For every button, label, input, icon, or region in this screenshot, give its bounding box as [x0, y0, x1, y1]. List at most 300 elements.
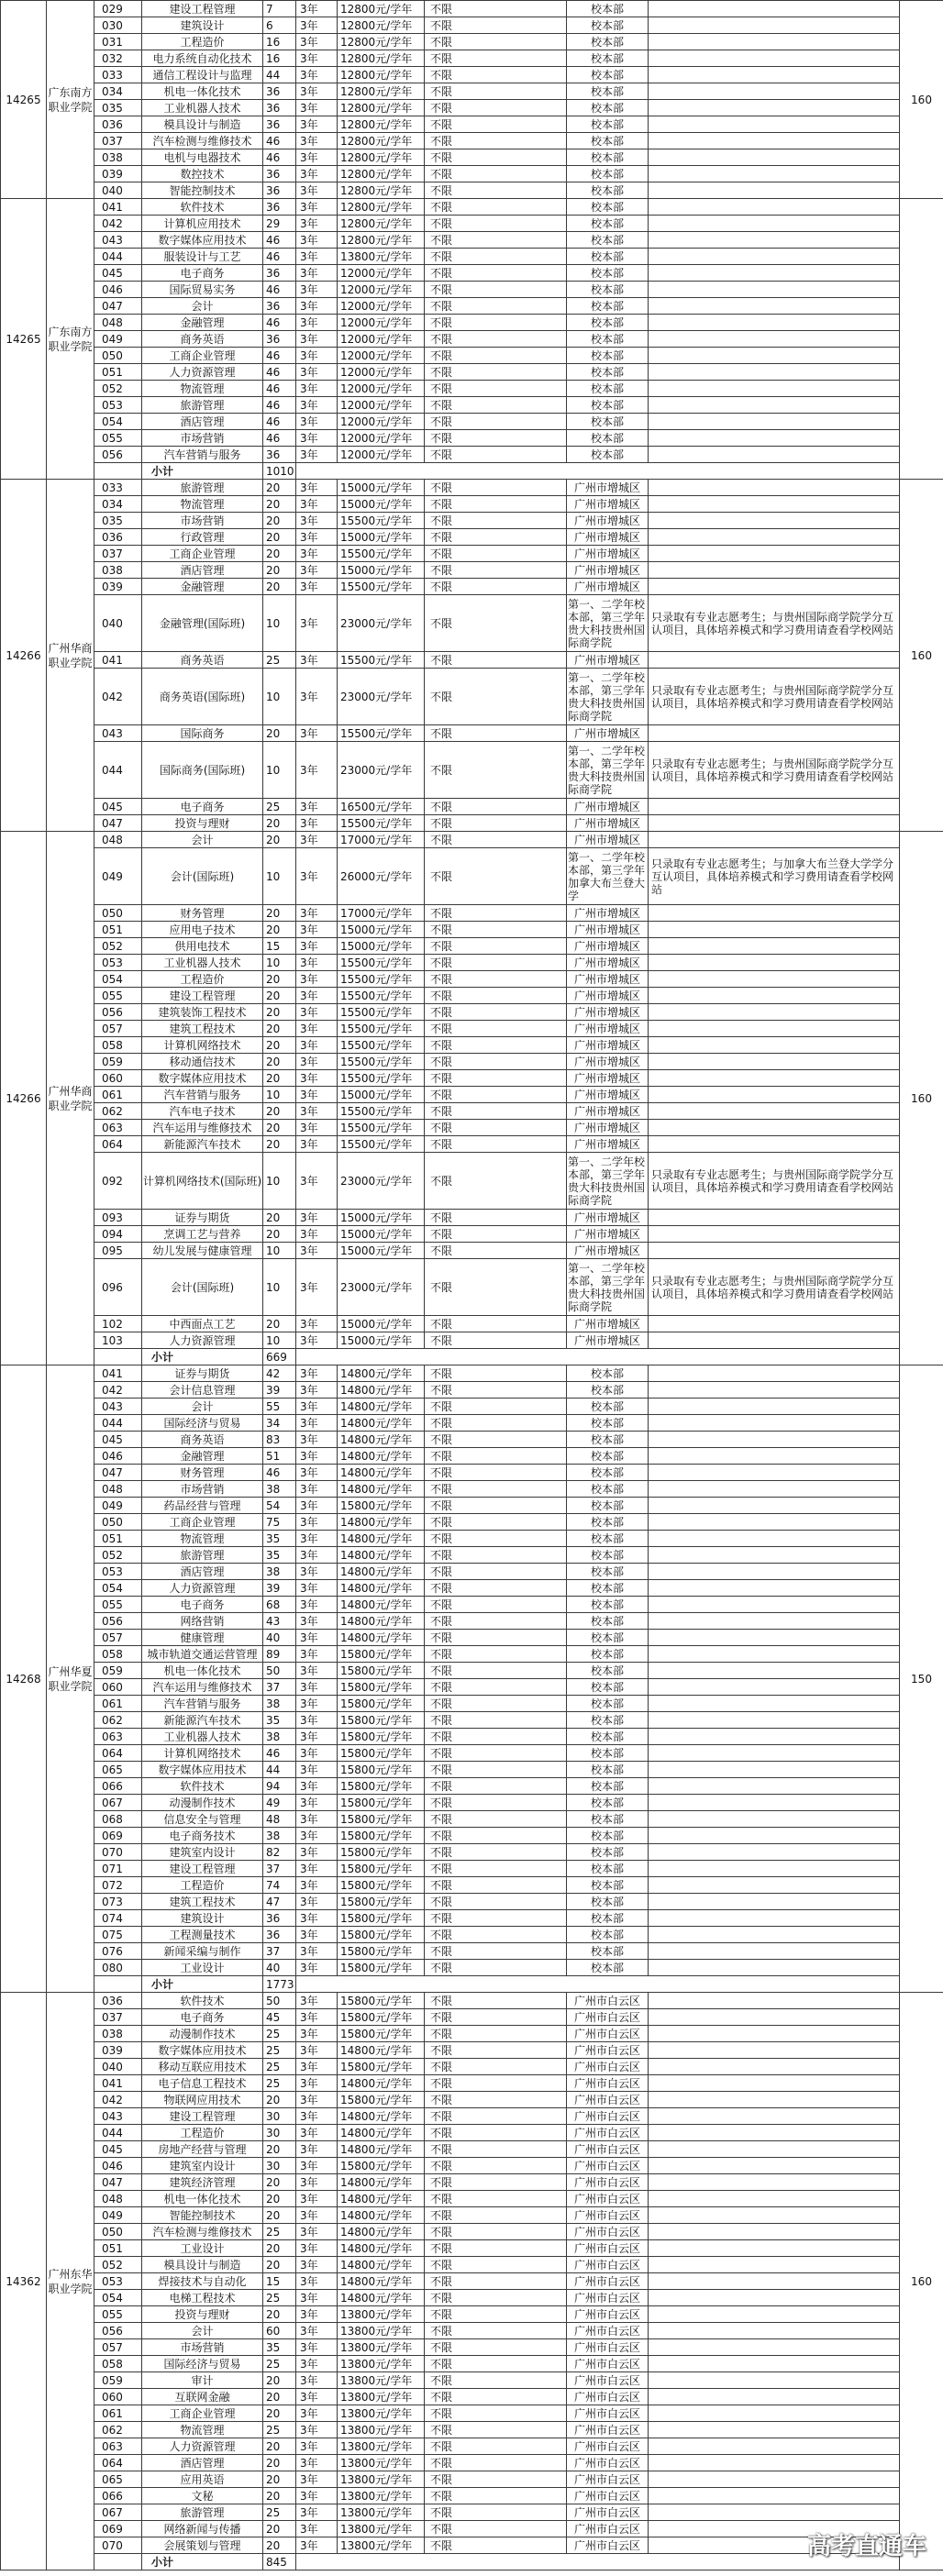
- restriction: 不限: [425, 1646, 567, 1663]
- major-name: 汽车营销与服务: [142, 1696, 263, 1712]
- admission-score: 160: [900, 1, 943, 199]
- remarks: [649, 1054, 900, 1070]
- restriction: 不限: [425, 1382, 567, 1399]
- tuition: 12000元/学年: [338, 414, 425, 430]
- watermark: 高考直通车: [806, 2533, 926, 2560]
- table-row: [1, 2372, 943, 2389]
- major-name: 建筑经济管理: [142, 2174, 263, 2191]
- restriction: 不限: [425, 480, 567, 496]
- tuition: 12800元/学年: [338, 182, 425, 199]
- table-row: [1, 1795, 943, 1811]
- major-name: 市场营销: [142, 513, 263, 529]
- restriction: 不限: [425, 1021, 567, 1037]
- tuition: 14800元/学年: [338, 2191, 425, 2207]
- plan-count: 46: [263, 397, 296, 414]
- major-name: 移动互联应用技术: [142, 2059, 263, 2075]
- major-name: 电子商务: [142, 1597, 263, 1613]
- subtotal-count: 845: [263, 2554, 296, 2570]
- restriction: 不限: [425, 50, 567, 67]
- table-row: [1, 480, 943, 496]
- table-row: [1, 1564, 943, 1580]
- study-years: 3年: [296, 546, 338, 562]
- remarks: [649, 447, 900, 463]
- remarks: [649, 1795, 900, 1811]
- campus-location: 校本部: [567, 282, 649, 298]
- plan-count: 89: [263, 1646, 296, 1663]
- campus-location: 校本部: [567, 216, 649, 232]
- major-name: 财务管理: [142, 1465, 263, 1481]
- table-row: [1, 799, 943, 815]
- table-row: [1, 2158, 943, 2174]
- tuition: 12000元/学年: [338, 381, 425, 397]
- plan-count: 10: [263, 742, 296, 799]
- table-row: [1, 2191, 943, 2207]
- study-years: 3年: [296, 2224, 338, 2240]
- table-row: [1, 1712, 943, 1729]
- restriction: 不限: [425, 2108, 567, 2125]
- campus-location: 校本部: [567, 50, 649, 67]
- major-name: 模具设计与制造: [142, 116, 263, 133]
- major-name: 工程造价: [142, 1877, 263, 1894]
- campus-location: 广州市增城区: [567, 1070, 649, 1087]
- study-years: 3年: [296, 2141, 338, 2158]
- major-code: 062: [94, 1712, 142, 1729]
- major-name: 国际商务: [142, 725, 263, 742]
- major-name: 通信工程设计与监理: [142, 67, 263, 83]
- major-code: 036: [94, 1993, 142, 2009]
- campus-location: 广州市增城区: [567, 955, 649, 971]
- study-years: 3年: [296, 2356, 338, 2372]
- major-name: 商务英语: [142, 652, 263, 669]
- restriction: 不限: [425, 496, 567, 513]
- plan-count: 38: [263, 1729, 296, 1745]
- major-name: 会计: [142, 2323, 263, 2339]
- table-row: [1, 397, 943, 414]
- major-name: 酒店管理: [142, 562, 263, 579]
- restriction: 不限: [425, 2158, 567, 2174]
- tuition: 12800元/学年: [338, 199, 425, 216]
- school-code: 14266: [1, 480, 47, 832]
- study-years: 3年: [296, 579, 338, 595]
- tuition: 14800元/学年: [338, 2224, 425, 2240]
- major-name: 建设工程管理: [142, 1, 263, 17]
- tuition: 14800元/学年: [338, 1432, 425, 1448]
- study-years: 3年: [296, 1943, 338, 1960]
- restriction: 不限: [425, 595, 567, 652]
- major-code: 061: [94, 2405, 142, 2422]
- remarks: [649, 2257, 900, 2273]
- restriction: 不限: [425, 1332, 567, 1349]
- major-code: 056: [94, 1004, 142, 1021]
- plan-count: 36: [263, 182, 296, 199]
- study-years: 3年: [296, 1630, 338, 1646]
- major-name: 商务英语: [142, 331, 263, 348]
- study-years: 3年: [296, 1910, 338, 1927]
- study-years: 3年: [296, 2125, 338, 2141]
- plan-count: 15: [263, 2273, 296, 2290]
- remarks: [649, 1210, 900, 1226]
- plan-count: 36: [263, 83, 296, 100]
- study-years: 3年: [296, 149, 338, 166]
- school-code: 14265: [1, 199, 47, 480]
- restriction: 不限: [425, 1210, 567, 1226]
- major-code: 033: [94, 480, 142, 496]
- tuition: 15500元/学年: [338, 1103, 425, 1120]
- plan-count: 10: [263, 1259, 296, 1316]
- remarks: [649, 2488, 900, 2504]
- plan-count: 54: [263, 1498, 296, 1514]
- major-code: 044: [94, 2125, 142, 2141]
- major-code: 032: [94, 50, 142, 67]
- study-years: 3年: [296, 116, 338, 133]
- remarks: [649, 1778, 900, 1795]
- campus-location: 校本部: [567, 1795, 649, 1811]
- restriction: 不限: [425, 2092, 567, 2108]
- table-row: [1, 2521, 943, 2537]
- study-years: 3年: [296, 1120, 338, 1136]
- plan-count: 20: [263, 2372, 296, 2389]
- campus-location: 校本部: [567, 1696, 649, 1712]
- restriction: 不限: [425, 1004, 567, 1021]
- restriction: 不限: [425, 1498, 567, 1514]
- remarks: [649, 2389, 900, 2405]
- campus-location: 广州市增城区: [567, 579, 649, 595]
- campus-location: 广州市增城区: [567, 938, 649, 955]
- table-row: [1, 2042, 943, 2059]
- study-years: 3年: [296, 1580, 338, 1597]
- campus-location: 广州市白云区: [567, 2372, 649, 2389]
- restriction: 不限: [425, 2471, 567, 2488]
- remarks: [649, 232, 900, 249]
- major-name: 电子商务技术: [142, 1828, 263, 1844]
- major-code: 072: [94, 1877, 142, 1894]
- campus-location: 校本部: [567, 1894, 649, 1910]
- study-years: 3年: [296, 100, 338, 116]
- campus-location: 校本部: [567, 1382, 649, 1399]
- major-name: 信息安全与管理: [142, 1811, 263, 1828]
- tuition: 12800元/学年: [338, 67, 425, 83]
- admission-score: 150: [900, 1365, 943, 1993]
- restriction: 不限: [425, 922, 567, 938]
- major-name: 汽车营销与服务: [142, 1087, 263, 1103]
- remarks: [649, 1877, 900, 1894]
- table-row: [1, 2141, 943, 2158]
- campus-location: 广州市白云区: [567, 2257, 649, 2273]
- restriction: 不限: [425, 1927, 567, 1943]
- major-code: 061: [94, 1087, 142, 1103]
- restriction: 不限: [425, 67, 567, 83]
- campus-location: 校本部: [567, 331, 649, 348]
- subtotal-label: 小计: [142, 1976, 263, 1993]
- remarks: [649, 50, 900, 67]
- plan-count: 46: [263, 1465, 296, 1481]
- major-name: 市场营销: [142, 1481, 263, 1498]
- major-code: 053: [94, 1564, 142, 1580]
- table-row: [1, 2438, 943, 2455]
- table-row: [1, 2488, 943, 2504]
- campus-location: 广州市增城区: [567, 1332, 649, 1349]
- table-row: [1, 1332, 943, 1349]
- campus-location: 校本部: [567, 348, 649, 364]
- table-row: [1, 364, 943, 381]
- remarks: 只录取有专业志愿考生；与贵州国际商学院学分互认项目，具体培养模式和学习费用请查看学校网站: [649, 595, 900, 652]
- study-years: 3年: [296, 1547, 338, 1564]
- remarks: [649, 1943, 900, 1960]
- campus-location: 广州市增城区: [567, 799, 649, 815]
- study-years: 3年: [296, 331, 338, 348]
- major-code: 044: [94, 742, 142, 799]
- tuition: 15000元/学年: [338, 938, 425, 955]
- campus-location: 校本部: [567, 34, 649, 50]
- major-code: 048: [94, 1481, 142, 1498]
- major-code: 046: [94, 2158, 142, 2174]
- remarks: [649, 2471, 900, 2488]
- study-years: 3年: [296, 2075, 338, 2092]
- study-years: 3年: [296, 1021, 338, 1037]
- remarks: [649, 315, 900, 331]
- remarks: [649, 1729, 900, 1745]
- tuition: 15800元/学年: [338, 1795, 425, 1811]
- table-row: [1, 1943, 943, 1960]
- major-name: 网络新闻与传播: [142, 2521, 263, 2537]
- major-code: 045: [94, 799, 142, 815]
- restriction: 不限: [425, 1243, 567, 1259]
- campus-location: 校本部: [567, 447, 649, 463]
- restriction: 不限: [425, 447, 567, 463]
- study-years: 3年: [296, 1712, 338, 1729]
- study-years: 3年: [296, 34, 338, 50]
- study-years: 3年: [296, 364, 338, 381]
- study-years: 3年: [296, 2537, 338, 2554]
- campus-location: 广州市增城区: [567, 905, 649, 922]
- plan-count: 25: [263, 799, 296, 815]
- plan-count: 36: [263, 116, 296, 133]
- major-name: 计算机网络技术: [142, 1037, 263, 1054]
- restriction: 不限: [425, 1943, 567, 1960]
- study-years: 3年: [296, 1795, 338, 1811]
- tuition: 15500元/学年: [338, 1070, 425, 1087]
- major-code: 055: [94, 1597, 142, 1613]
- restriction: 不限: [425, 1679, 567, 1696]
- restriction: 不限: [425, 1960, 567, 1976]
- plan-count: 50: [263, 1993, 296, 2009]
- plan-count: 46: [263, 133, 296, 149]
- major-code: 044: [94, 1415, 142, 1432]
- study-years: 3年: [296, 83, 338, 100]
- tuition: 14800元/学年: [338, 2125, 425, 2141]
- major-name: 国际商务(国际班): [142, 742, 263, 799]
- tuition: 15800元/学年: [338, 2059, 425, 2075]
- major-name: 物联网应用技术: [142, 2092, 263, 2108]
- table-row: [1, 1960, 943, 1976]
- major-code: 093: [94, 1210, 142, 1226]
- remarks: [649, 1613, 900, 1630]
- plan-count: 10: [263, 1243, 296, 1259]
- restriction: 不限: [425, 2290, 567, 2306]
- major-name: 工商企业管理: [142, 2405, 263, 2422]
- major-code: 047: [94, 2174, 142, 2191]
- plan-count: 20: [263, 971, 296, 988]
- campus-location: 广州市白云区: [567, 2290, 649, 2306]
- remarks: [649, 1136, 900, 1153]
- restriction: 不限: [425, 669, 567, 725]
- plan-count: 20: [263, 2389, 296, 2405]
- major-code: 059: [94, 2372, 142, 2389]
- major-code: 039: [94, 2042, 142, 2059]
- plan-count: 10: [263, 848, 296, 905]
- remarks: [649, 430, 900, 447]
- table-row: [1, 1910, 943, 1927]
- school-code: 14266: [1, 832, 47, 1365]
- table-row: [1, 832, 943, 848]
- table-row: [1, 34, 943, 50]
- study-years: 3年: [296, 1136, 338, 1153]
- tuition: 15500元/学年: [338, 815, 425, 832]
- major-name: 国际贸易实务: [142, 282, 263, 298]
- campus-location: 校本部: [567, 116, 649, 133]
- remarks: [649, 1243, 900, 1259]
- tuition: 15800元/学年: [338, 1844, 425, 1861]
- table-row: [1, 414, 943, 430]
- tuition: 26000元/学年: [338, 848, 425, 905]
- campus-location: 广州市增城区: [567, 1054, 649, 1070]
- remarks: [649, 971, 900, 988]
- campus-location: 校本部: [567, 315, 649, 331]
- restriction: 不限: [425, 2026, 567, 2042]
- remarks: [649, 2422, 900, 2438]
- table-row: [1, 1120, 943, 1136]
- tuition: 13800元/学年: [338, 2438, 425, 2455]
- table-row: [1, 2537, 943, 2554]
- remarks: [649, 1696, 900, 1712]
- plan-count: 46: [263, 430, 296, 447]
- plan-count: 20: [263, 905, 296, 922]
- study-years: 3年: [296, 166, 338, 182]
- major-name: 建设工程管理: [142, 988, 263, 1004]
- table-row: [1, 381, 943, 397]
- campus-location: 校本部: [567, 1448, 649, 1465]
- major-code: 055: [94, 988, 142, 1004]
- study-years: 3年: [296, 562, 338, 579]
- study-years: 3年: [296, 529, 338, 546]
- restriction: 不限: [425, 2356, 567, 2372]
- table-row: [1, 669, 943, 725]
- remarks: [649, 562, 900, 579]
- major-code: 054: [94, 971, 142, 988]
- campus-location: 广州市白云区: [567, 2075, 649, 2092]
- major-code: 076: [94, 1943, 142, 1960]
- major-code: 050: [94, 2224, 142, 2240]
- table-row: [1, 2356, 943, 2372]
- remarks: [649, 249, 900, 265]
- study-years: 3年: [296, 2174, 338, 2191]
- remarks: [649, 2273, 900, 2290]
- study-years: 3年: [296, 50, 338, 67]
- major-name: 商务英语(国际班): [142, 669, 263, 725]
- major-name: 工商企业管理: [142, 546, 263, 562]
- study-years: 3年: [296, 414, 338, 430]
- remarks: [649, 1382, 900, 1399]
- major-name: 数字媒体应用技术: [142, 2042, 263, 2059]
- study-years: 3年: [296, 2273, 338, 2290]
- restriction: 不限: [425, 2174, 567, 2191]
- campus-location: 第一、二学年校本部，第三学年贵大科技贵州国际商学院: [567, 1259, 649, 1316]
- restriction: 不限: [425, 1564, 567, 1580]
- table-row: [1, 2026, 943, 2042]
- tuition: 15000元/学年: [338, 529, 425, 546]
- plan-count: 47: [263, 1894, 296, 1910]
- table-row: [1, 955, 943, 971]
- table-row: [1, 529, 943, 546]
- major-code: 037: [94, 133, 142, 149]
- major-name: 人力资源管理: [142, 1332, 263, 1349]
- plan-count: 25: [263, 2224, 296, 2240]
- restriction: 不限: [425, 1910, 567, 1927]
- study-years: 3年: [296, 2092, 338, 2108]
- tuition: 15000元/学年: [338, 1316, 425, 1332]
- campus-location: 校本部: [567, 17, 649, 34]
- restriction: 不限: [425, 348, 567, 364]
- table-row: [1, 595, 943, 652]
- plan-count: 16: [263, 34, 296, 50]
- table-row: [1, 1828, 943, 1844]
- study-years: 3年: [296, 381, 338, 397]
- study-years: 3年: [296, 1745, 338, 1762]
- table-row: [1, 331, 943, 348]
- remarks: [649, 1630, 900, 1646]
- major-name: 中西面点工艺: [142, 1316, 263, 1332]
- major-name: 人力资源管理: [142, 2438, 263, 2455]
- restriction: 不限: [425, 1365, 567, 1382]
- remarks: [649, 2125, 900, 2141]
- tuition: 14800元/学年: [338, 1564, 425, 1580]
- plan-count: 30: [263, 2108, 296, 2125]
- table-row: [1, 922, 943, 938]
- major-name: 工业机器人技术: [142, 1729, 263, 1745]
- remarks: [649, 116, 900, 133]
- restriction: 不限: [425, 1630, 567, 1646]
- plan-count: 36: [263, 166, 296, 182]
- campus-location: 广州市白云区: [567, 2422, 649, 2438]
- campus-location: 校本部: [567, 1613, 649, 1630]
- plan-count: 37: [263, 1943, 296, 1960]
- tuition: 15800元/学年: [338, 1861, 425, 1877]
- major-code: 043: [94, 2108, 142, 2125]
- major-name: 建筑工程技术: [142, 1021, 263, 1037]
- tuition: 15500元/学年: [338, 1120, 425, 1136]
- table-row: [1, 2059, 943, 2075]
- major-name: 物流管理: [142, 496, 263, 513]
- tuition: 13800元/学年: [338, 2504, 425, 2521]
- study-years: 3年: [296, 1844, 338, 1861]
- campus-location: 广州市增城区: [567, 988, 649, 1004]
- plan-count: 20: [263, 815, 296, 832]
- plan-count: 10: [263, 1153, 296, 1210]
- table-row: [1, 1927, 943, 1943]
- remarks: [649, 2158, 900, 2174]
- plan-count: 20: [263, 480, 296, 496]
- restriction: 不限: [425, 1316, 567, 1332]
- major-code: 034: [94, 83, 142, 100]
- major-name: 人力资源管理: [142, 364, 263, 381]
- table-row: [1, 1861, 943, 1877]
- major-code: 041: [94, 2075, 142, 2092]
- restriction: 不限: [425, 2273, 567, 2290]
- table-body: [1, 1, 943, 2570]
- plan-count: 20: [263, 2521, 296, 2537]
- plan-count: 6: [263, 17, 296, 34]
- plan-count: 74: [263, 1877, 296, 1894]
